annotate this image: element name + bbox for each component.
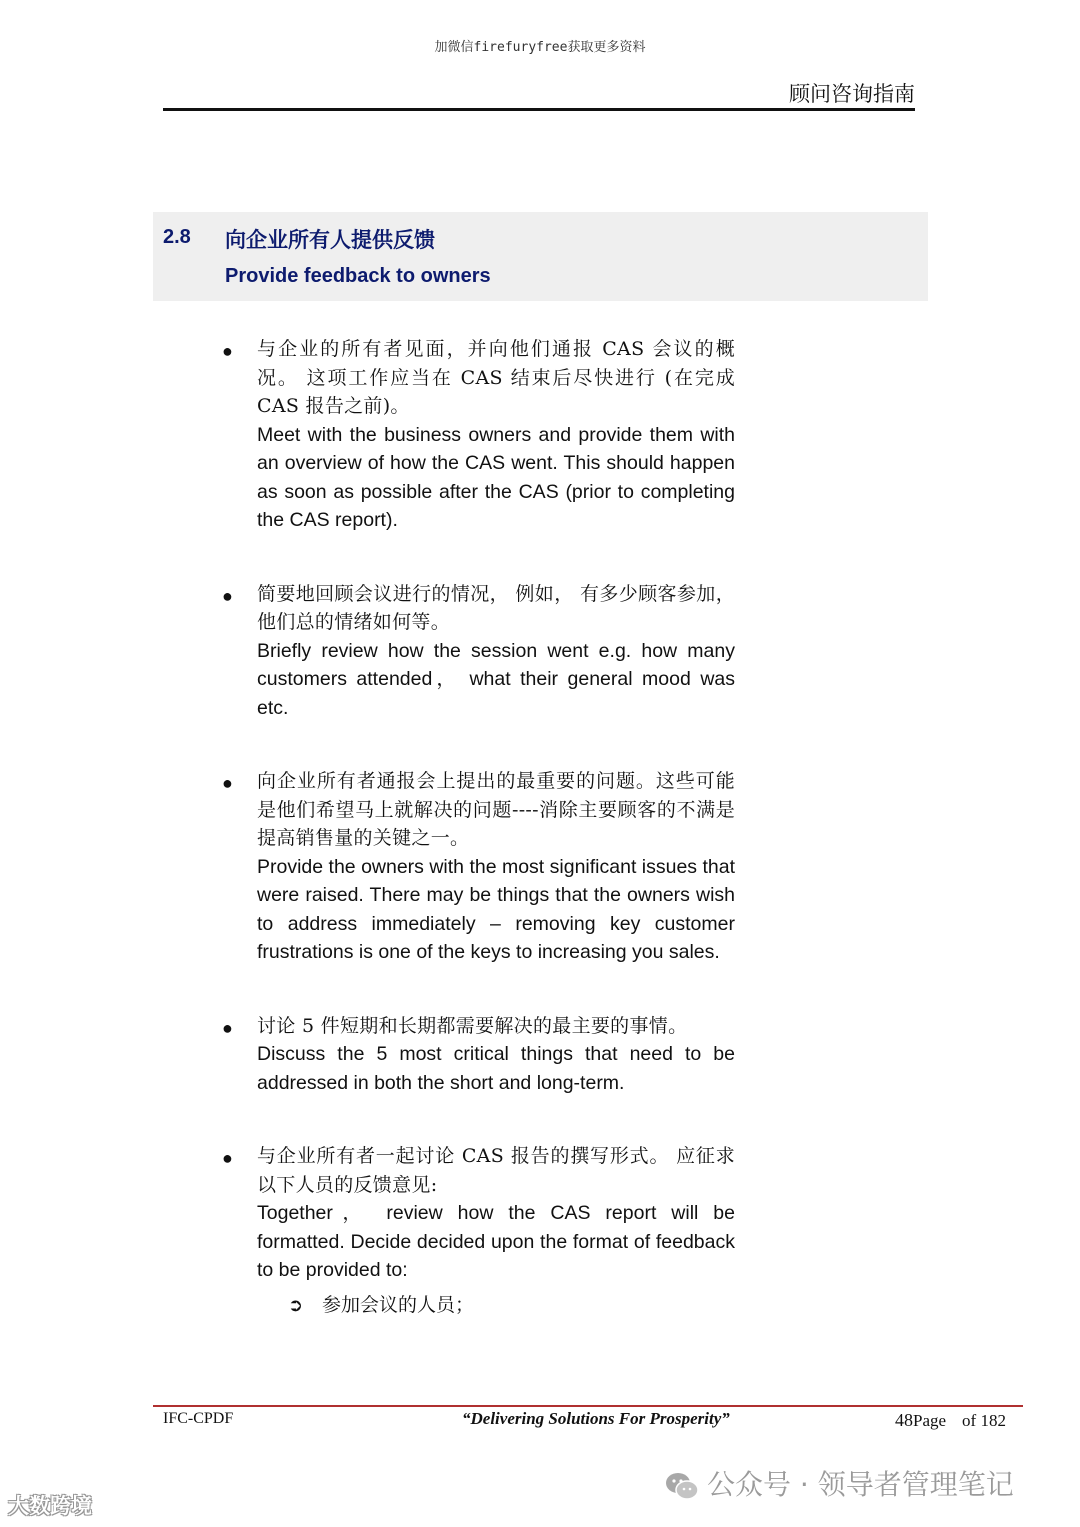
- section-title-english: Provide feedback to owners: [225, 265, 491, 287]
- bullet-dot-icon: ●: [222, 773, 233, 793]
- corner-watermark: 大数跨境: [8, 1494, 92, 1518]
- page-number: 48: [895, 1410, 913, 1430]
- bullet-item: [220, 335, 740, 535]
- bullet-item: [220, 580, 740, 723]
- bullet-dot-icon: ●: [222, 1148, 233, 1168]
- sub-bullet-text: 参加会议的人员；: [322, 1294, 475, 1316]
- bullet-text-chinese: 简要地回顾会议进行的情况， 例如， 有多少顾客参加， 他们总的情绪如何等。: [257, 582, 735, 633]
- header-divider: [163, 108, 915, 111]
- bullet-text-english: Discuss the 5 most critical things that need to be addressed in both the short and long-term.: [257, 1043, 735, 1094]
- bullet-text-english: Provide the owners with the most significant issues that were raised. There may be things that the owners wish to address immediately – removing key customer frustrations is one of the keys to increasing you sales.: [257, 855, 735, 963]
- bullet-item: [220, 767, 740, 967]
- bullet-text-chinese: 向企业所有者通报会上提出的最重要的问题。这些可能是他们希望马上就解决的问题----消除主要顾客的不满是提高销售量的关键之一。: [257, 770, 735, 849]
- sub-bullet-item: [288, 1290, 474, 1317]
- bullet-item: [220, 1012, 740, 1098]
- arrow-bullet-icon: ➲: [288, 1295, 304, 1316]
- wechat-account-name: 公众号 · 领导者管理笔记: [707, 1468, 1014, 1501]
- bullet-text-english: Meet with the business owners and provide them with an overview of how the CAS went. This should happen as soon as possible after the CAS (prior to completing the CAS report).: [257, 423, 735, 531]
- bullet-text-chinese: 与企业所有者一起讨论 CAS 报告的撰写形式。 应征求以下人员的反馈意见:: [257, 1145, 735, 1196]
- footer-divider: [153, 1405, 1023, 1407]
- bullet-text-english: Together， review how the CAS report will be formatted. Decide decided upon the format of feedback to be provided to:: [257, 1202, 735, 1281]
- bullet-list: [220, 335, 740, 1330]
- section-title-chinese: 向企业所有人提供反馈: [225, 228, 435, 252]
- section-number: 2.8: [163, 226, 191, 248]
- bullet-text-chinese: 讨论 5 件短期和长期都需要解决的最主要的事情。: [257, 1014, 688, 1037]
- bullet-dot-icon: ●: [222, 341, 233, 361]
- bullet-text-english: Briefly review how the session went e.g. how many customers attended， what their general mood was etc.: [257, 639, 735, 719]
- bullet-dot-icon: ●: [222, 585, 233, 606]
- wechat-account-watermark: [665, 1463, 1014, 1503]
- bullet-dot-icon: ●: [222, 1017, 233, 1038]
- footer-page-info: [895, 1410, 1006, 1431]
- page-label: Page: [913, 1411, 947, 1430]
- footer-slogan: “Delivering Solutions For Prosperity”: [462, 1409, 730, 1428]
- header-title: 顾问咨询指南: [789, 82, 915, 106]
- page-total: of 182: [962, 1411, 1006, 1430]
- bullet-item: [220, 1142, 740, 1285]
- bullet-text-chinese: 与企业的所有者见面，并向他们通报 CAS 会议的概况。 这项工作应当在 CAS 结束后尽快进行 (在完成 CAS 报告之前)。: [257, 338, 735, 417]
- wechat-icon: [665, 1471, 699, 1501]
- top-watermark-text: 加微信firefuryfree获取更多资料: [434, 40, 646, 55]
- footer-organization: IFC-CPDF: [163, 1410, 234, 1427]
